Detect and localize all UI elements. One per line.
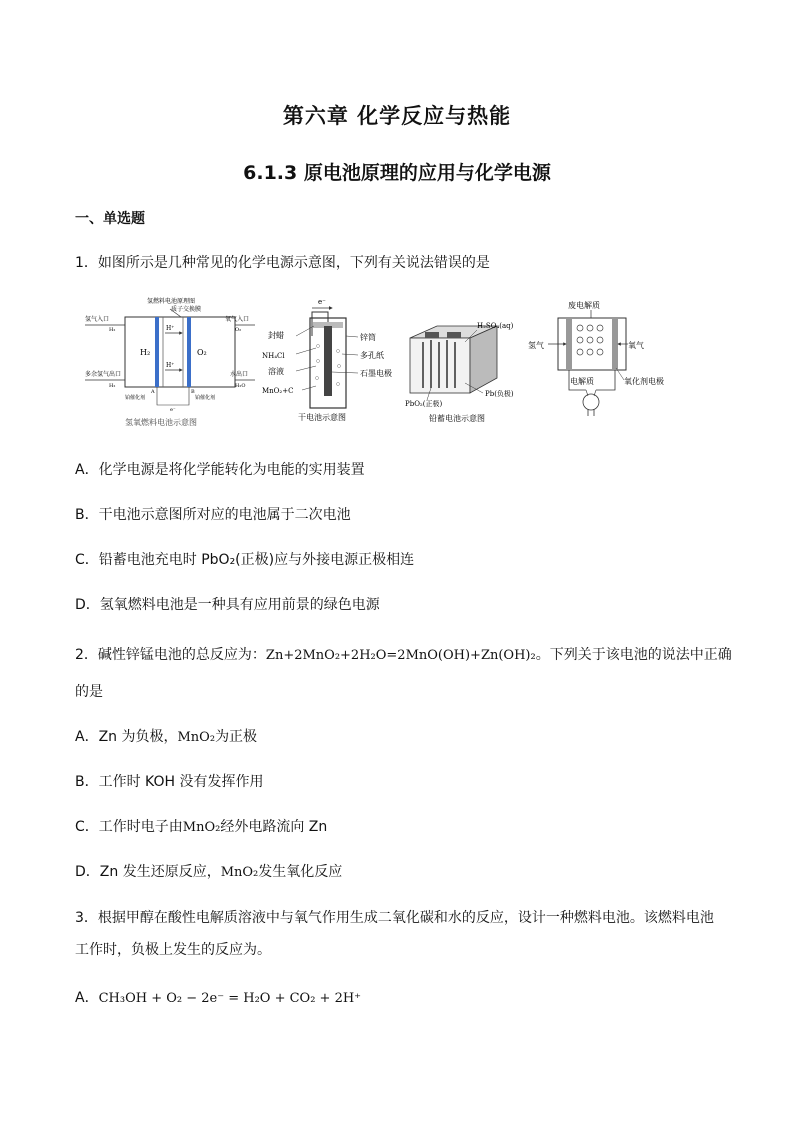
h2-inlet-label: 氢气入口 xyxy=(85,316,110,323)
o2-inlet-label: 氧气入口 xyxy=(225,316,250,323)
q3-stem-a: 3．根据甲醇在酸性电解质溶液中与氧气作用生成二氧化碳和水的反应，设计一种燃料电池。该燃料电池 xyxy=(75,910,714,926)
q2-option-d xyxy=(75,861,342,881)
q1-option-d: D．氢氧燃料电池是一种具有应用前景的绿色电源 xyxy=(75,597,380,613)
electron-label: e⁻ xyxy=(170,407,176,413)
o2-inlet-sub: O₂ xyxy=(235,327,242,333)
q1-option-c: C．铅蓄电池充电时 PbO₂(正极)应与外接电源正极相连 xyxy=(75,552,415,568)
q2-option-d-prefix: D．Zn 发生还原反应， xyxy=(75,864,221,880)
q2-option-d-formula: MnO₂ xyxy=(220,865,259,880)
fuel-cell-caption: 氢氧燃料电池示意图 xyxy=(125,418,197,427)
chamber-left-label: H₂ xyxy=(140,348,151,357)
chamber-right-label: O₂ xyxy=(197,348,207,357)
chapter-title: 第六章 化学反应与热能 xyxy=(282,104,512,128)
q2-stem-b: 。下列关于该电池的说法中正确 xyxy=(535,647,732,663)
q1-stem: 1．如图所示是几种常见的化学电源示意图，下列有关说法错误的是 xyxy=(75,255,490,271)
lead-battery-figure xyxy=(405,318,535,426)
dry-cell-figure xyxy=(262,296,407,426)
q2-option-a xyxy=(75,726,257,746)
proton-label-1: H⁺ xyxy=(166,325,175,332)
q2-stem-a: 2．碱性锌锰电池的总反应为： xyxy=(75,647,266,663)
label-graphite: 石墨电极 xyxy=(360,369,392,378)
label-electrolyte: 电解质 xyxy=(570,377,594,386)
q2-option-a-prefix: A．Zn 为负极， xyxy=(75,729,178,745)
q2-option-b-prefix: B．工作时 KOH 没有发挥作用 xyxy=(75,774,264,790)
label-hydrogen: 氢气 xyxy=(528,341,544,350)
catalyst-left-label: 铂催化剂 xyxy=(125,395,146,401)
q2-stem-c: 的是 xyxy=(75,684,103,700)
electrode-b-label: B xyxy=(191,389,195,395)
label-acid: H₂SO₄(aq) xyxy=(477,322,514,330)
q3-option-a-prefix: A． xyxy=(75,990,99,1006)
label-nh4cl: NH₄Cl xyxy=(262,352,285,360)
catalyst-right-label: 铂催化剂 xyxy=(195,395,216,401)
q3-option-a-formula: CH₃OH + O₂ − 2e⁻ = H₂O + CO₂ + 2H⁺ xyxy=(98,991,362,1006)
fuel-cell-title: 氢燃料电池原理图 xyxy=(147,298,196,305)
fuel-cell-figure xyxy=(85,295,255,430)
q1-option-a: A．化学电源是将化学能转化为电能的实用装置 xyxy=(75,462,365,478)
label-positive: PbO₂(正极) xyxy=(405,400,443,408)
q2-option-c-prefix: C．工作时电子由 xyxy=(75,819,183,835)
label-mno2: MnO₂+C xyxy=(262,387,294,395)
cell4-figure xyxy=(528,298,693,422)
q2-option-b xyxy=(75,771,263,791)
label-zn: 锌筒 xyxy=(360,333,376,342)
h2-outlet-sub: H₂ xyxy=(109,383,116,389)
membrane-label: 质子交换膜 xyxy=(171,306,202,313)
dry-cell-caption: 干电池示意图 xyxy=(298,413,346,422)
q2-option-a-suffix: 为正极 xyxy=(215,729,258,745)
water-outlet-sub: H₂O xyxy=(235,383,246,389)
h2-inlet-sub: H₂ xyxy=(109,327,116,333)
label-oxygen: 氧气 xyxy=(628,341,644,350)
label-oxidant-electrode: 氧化剂电极 xyxy=(624,377,664,386)
label-wax: 封蜡 xyxy=(268,331,284,340)
q3-stem-b: 工作时，负极上发生的反应为。 xyxy=(75,942,271,958)
q2-option-a-formula: MnO₂ xyxy=(177,730,216,745)
label-waste: 废电解质 xyxy=(568,301,600,310)
section-title: 6.1.3 原电池原理的应用与化学电源 xyxy=(243,162,551,184)
lead-battery-caption: 铅蓄电池示意图 xyxy=(429,414,485,423)
label-paper: 多孔纸 xyxy=(360,351,384,360)
q2-option-c-suffix: 经外电路流向 Zn xyxy=(220,819,328,835)
q2-option-c xyxy=(75,816,327,836)
dry-cell-electron: e⁻ xyxy=(318,298,326,306)
proton-label-2: H⁺ xyxy=(166,362,175,369)
q2-option-d-suffix: 发生氧化反应 xyxy=(258,864,343,880)
q2-stem-line1 xyxy=(75,644,732,664)
q2-option-c-formula: MnO₂ xyxy=(182,820,221,835)
part-heading: 一、单选题 xyxy=(75,211,145,227)
electrode-a-label: A xyxy=(151,389,155,395)
water-outlet-label: 水出口 xyxy=(230,371,249,378)
h2-outlet-label: 多余氢气出口 xyxy=(85,371,122,378)
q1-option-b: B．干电池示意图所对应的电池属于二次电池 xyxy=(75,507,351,523)
label-solution: 溶液 xyxy=(268,367,284,376)
q3-option-a xyxy=(75,987,361,1007)
q2-equation: Zn+2MnO₂+2H₂O=2MnO(OH)+Zn(OH)₂ xyxy=(265,648,536,663)
label-negative: Pb(负极) xyxy=(485,390,514,398)
